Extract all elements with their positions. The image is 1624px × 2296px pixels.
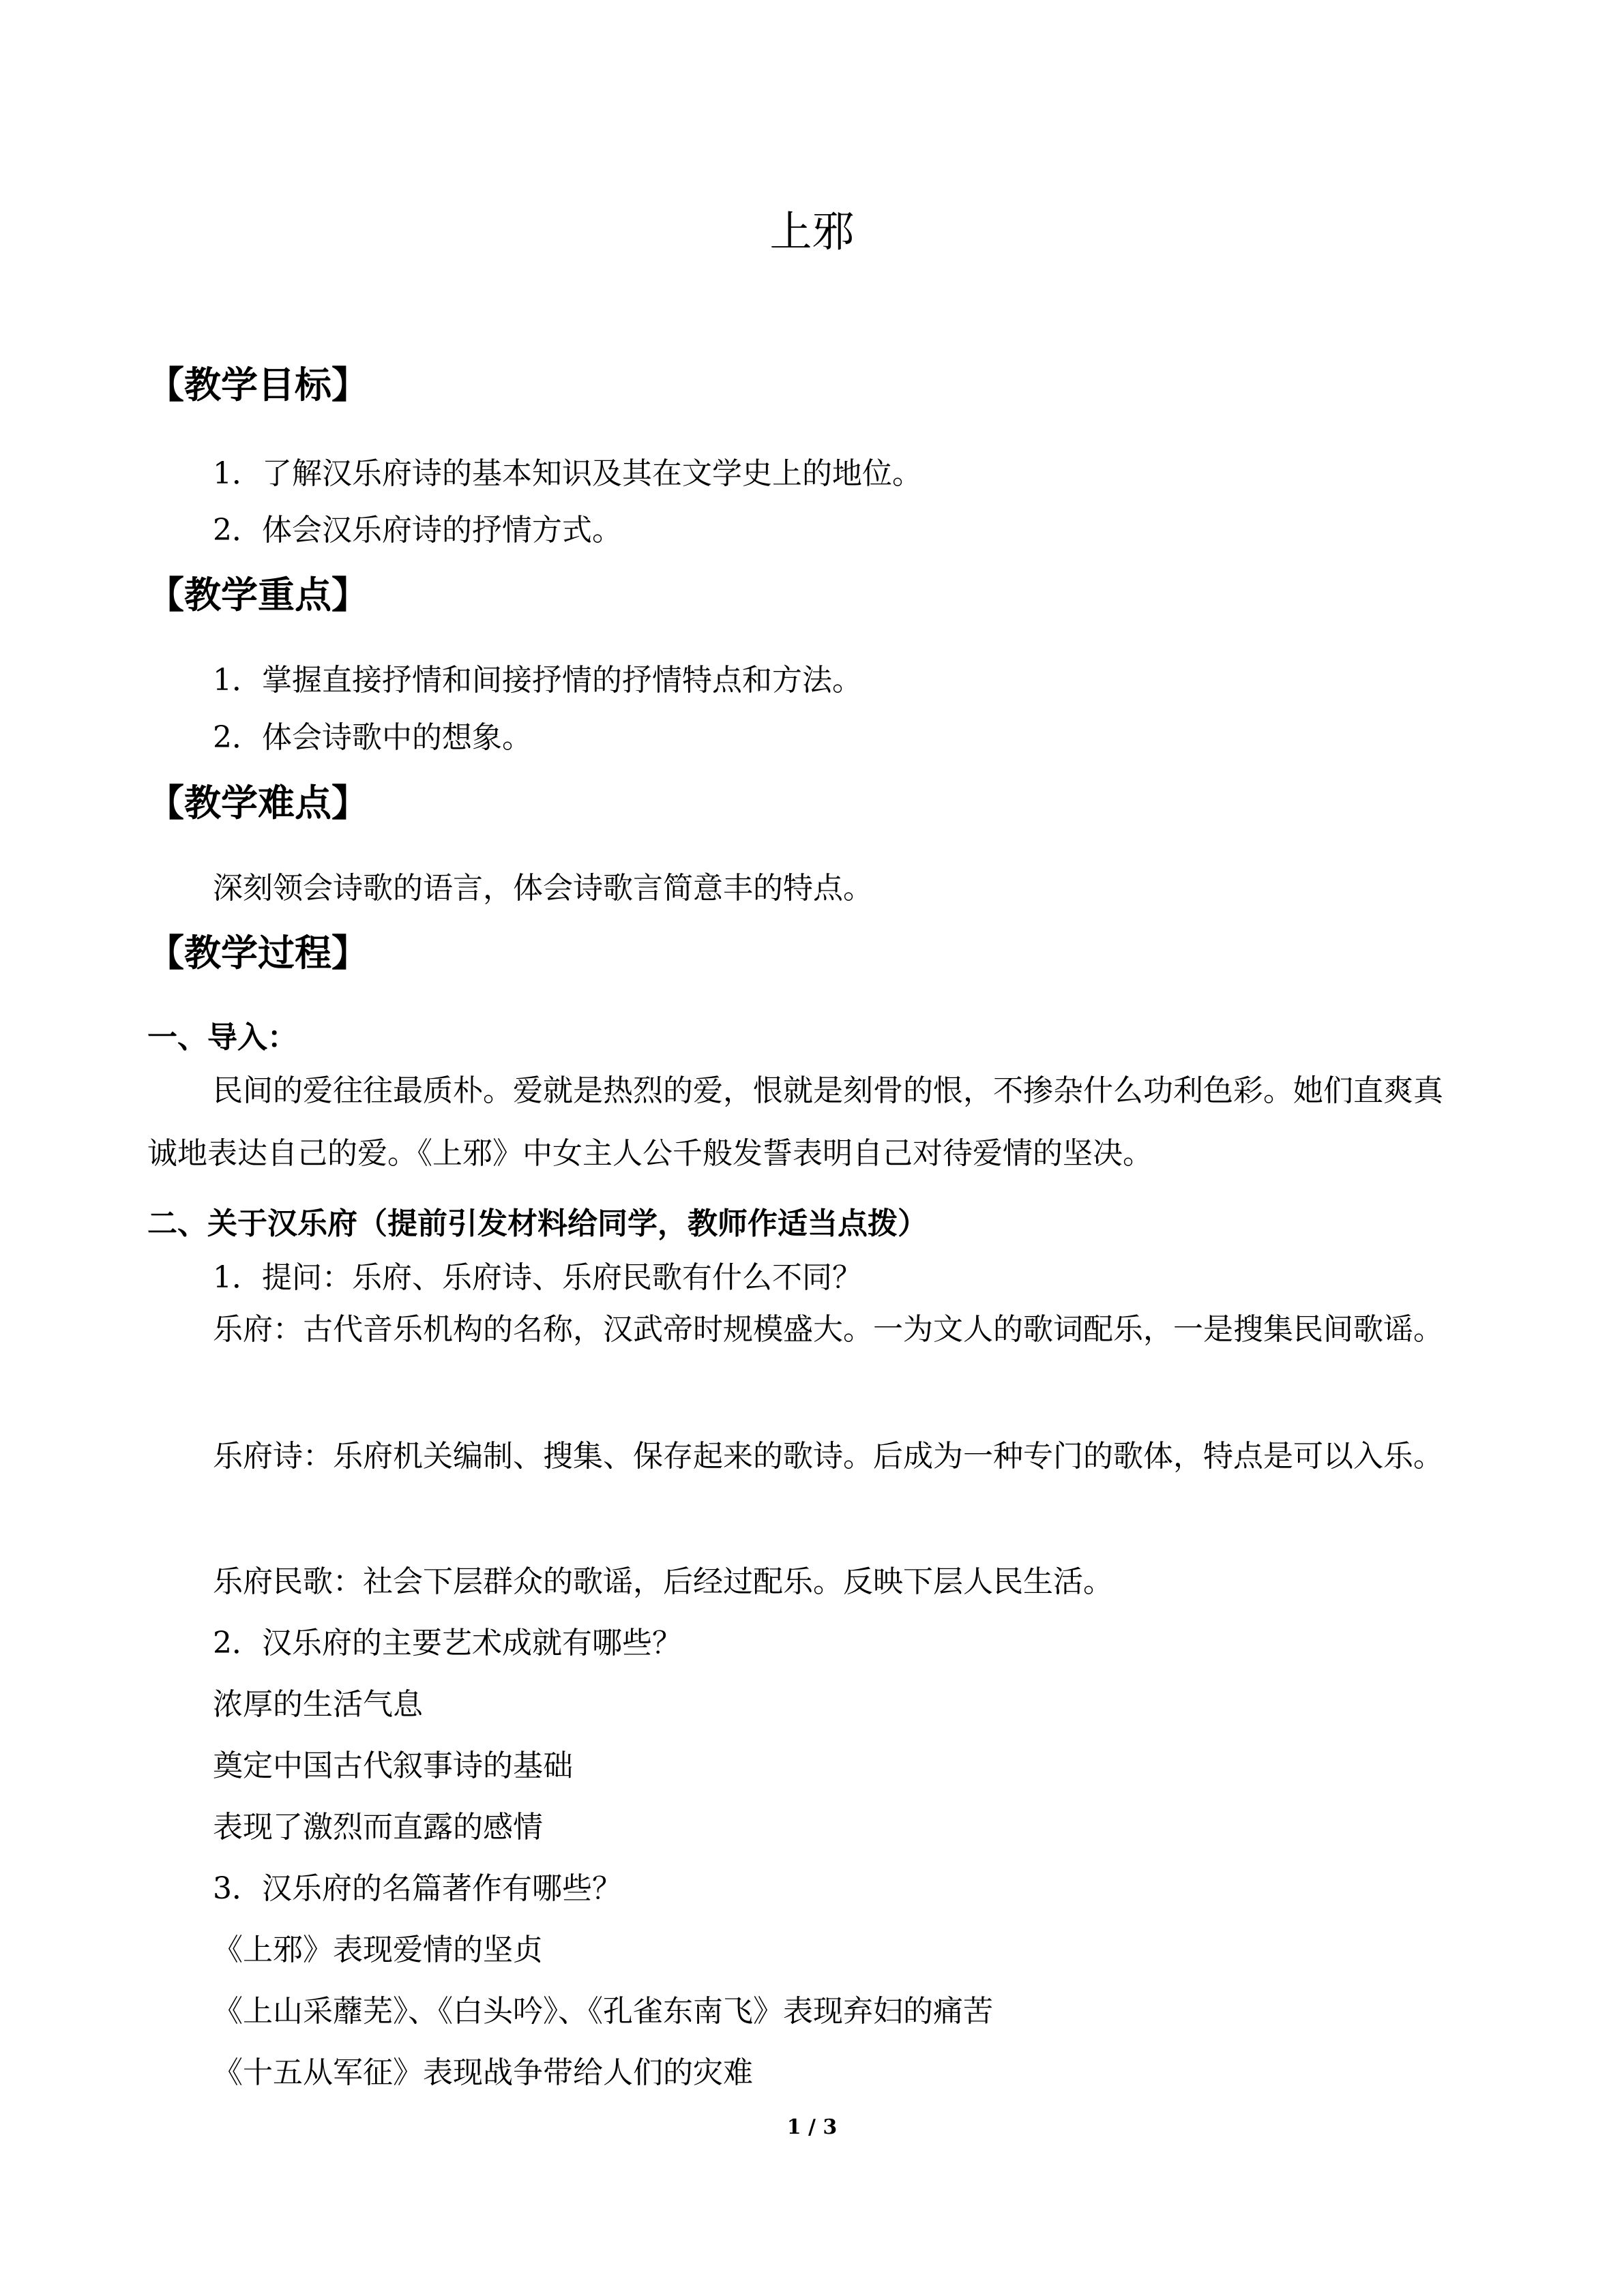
subheading-yuefu: 二、关于汉乐府（提前引发材料给同学，教师作适当点拨） — [147, 1206, 928, 1241]
section-heading-key-points: 【教学重点】 — [147, 573, 368, 616]
key-point-item: 2．体会诗歌中的想象。 — [213, 720, 532, 755]
achievement-item: 奠定中国古代叙事诗的基础 — [213, 1748, 573, 1783]
work-item: 《上山采蘼芜》、《白头吟》、《孔雀东南飞》表现弃妇的痛苦 — [213, 1994, 993, 2029]
section-heading-objectives: 【教学目标】 — [147, 363, 368, 406]
definition-yuefu-folksong: 乐府民歌：社会下层群众的歌谣，后经过配乐。反映下层人民生活。 — [213, 1564, 1113, 1599]
achievement-item: 浓厚的生活气息 — [213, 1687, 423, 1722]
question-1: 1．提问：乐府、乐府诗、乐府民歌有什么不同？ — [213, 1260, 862, 1295]
question-2: 2．汉乐府的主要艺术成就有哪些？ — [213, 1626, 682, 1660]
objective-item: 1．了解汉乐府诗的基本知识及其在文学史上的地位。 — [213, 456, 922, 491]
objective-item: 2．体会汉乐府诗的抒情方式。 — [213, 513, 622, 548]
page-number: 1 / 3 — [786, 2115, 838, 2139]
section-heading-difficulties: 【教学难点】 — [147, 781, 368, 824]
section-heading-process: 【教学过程】 — [147, 931, 368, 974]
intro-paragraph: 民间的爱往往最质朴。爱就是热烈的爱，恨就是刻骨的恨，不掺杂什么功利色彩。她们直爽真诚地表达自己的爱。《上邪》中女主人公千般发誓表明自己对待爱情的坚决。 — [147, 1073, 1443, 1171]
key-point-item: 1．掌握直接抒情和间接抒情的抒情特点和方法。 — [213, 663, 862, 698]
definition-yuefu-poem: 乐府诗：乐府机关编制、搜集、保存起来的歌诗。后成为一种专门的歌体，特点是可以入乐。 — [213, 1439, 1443, 1474]
page-title: 上邪 — [769, 207, 855, 256]
work-item: 《上邪》表现爱情的坚贞 — [213, 1933, 543, 1967]
question-3: 3．汉乐府的名篇著作有哪些？ — [213, 1871, 622, 1906]
difficulty-item: 深刻领会诗歌的语言，体会诗歌言简意丰的特点。 — [213, 871, 873, 906]
subheading-intro: 一、导入： — [147, 1020, 297, 1055]
definition-yuefu: 乐府：古代音乐机构的名称，汉武帝时规模盛大。一为文人的歌词配乐，一是搜集民间歌谣。 — [213, 1312, 1443, 1347]
achievement-item: 表现了激烈而直露的感情 — [213, 1810, 543, 1845]
work-item: 《十五从军征》表现战争带给人们的灾难 — [213, 2055, 753, 2090]
